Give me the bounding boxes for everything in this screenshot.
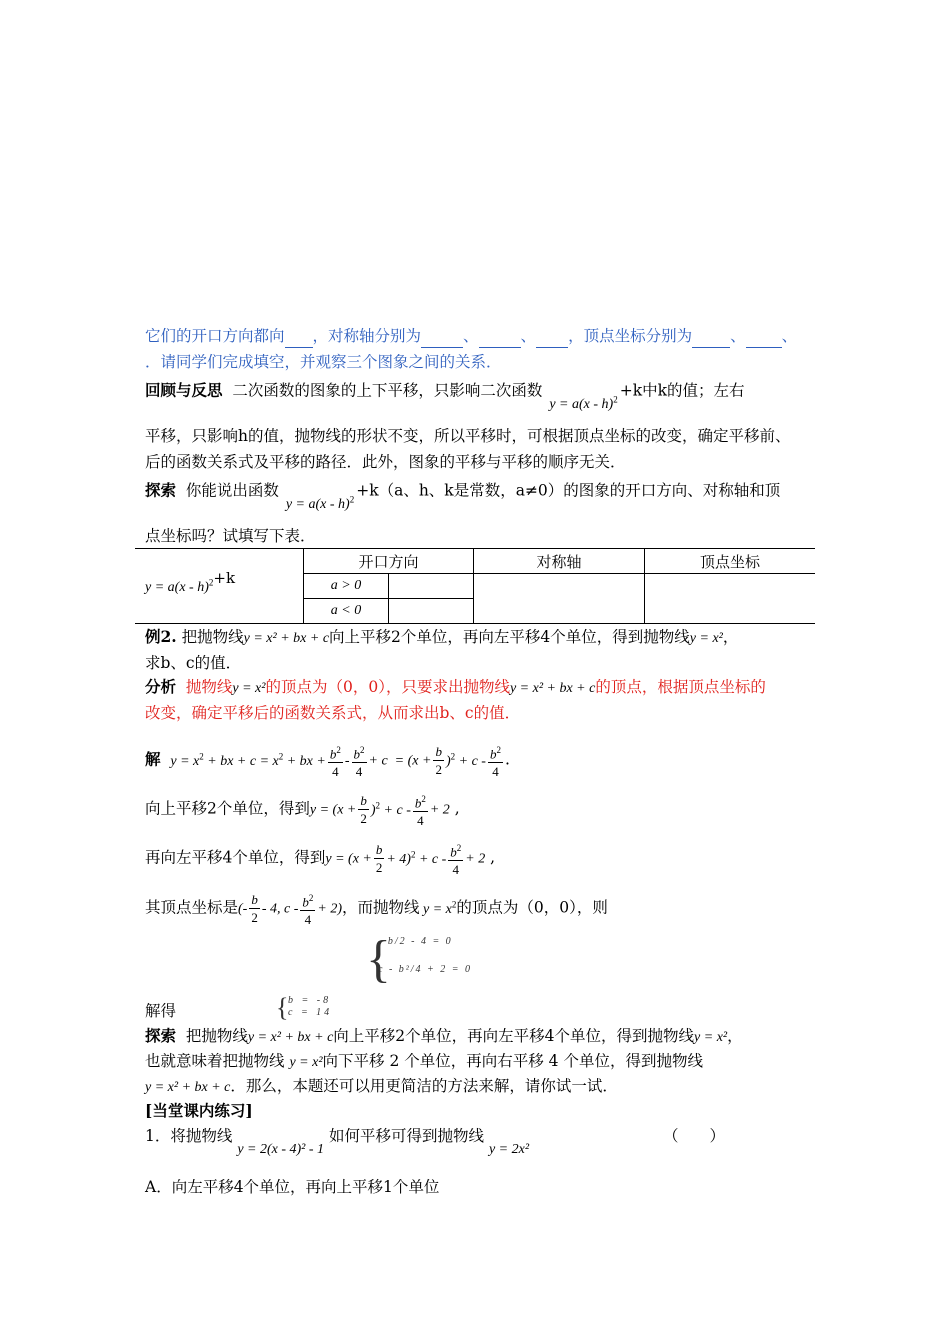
formula: y = x² — [689, 631, 723, 646]
explore2-line-3: y = x² + bx + c．那么，本题还可以用更简洁的方法来解，请你试一试． — [145, 1077, 618, 1095]
formula: y = x² — [232, 681, 266, 696]
brace-icon: { — [366, 931, 391, 988]
blank[interactable] — [479, 325, 521, 348]
properties-table — [135, 548, 815, 624]
intro-line-1: 它们的开口方向都向 ，对称轴分别为 、 、 ，顶点坐标分别为 、 、 — [145, 325, 797, 348]
formula: $y = x^2$ + bx + $c = x^2$ + bx + — [170, 751, 326, 769]
fraction: $\frac{b^2}{4}$ — [328, 742, 343, 780]
analysis-line-1: 分析 抛物线y = x²的顶点为（0，0），只要求出抛物线y = x² + bx + c的顶点，根据顶点坐标的 — [145, 677, 766, 696]
formula: y = x² + bx + c — [509, 681, 596, 696]
table-header: 顶点坐标 — [645, 549, 816, 574]
step-up-line: 向上平移2个单位，得到y = (x + $\frac{b}{2}$ )$^2$ + c - $\frac{b^2}{4}$ + 2 , — [145, 785, 460, 831]
formula: y = x² — [694, 1030, 728, 1045]
formula: y = x² + bx + c — [145, 1080, 231, 1095]
blank[interactable] — [421, 325, 463, 348]
table-cell-empty[interactable] — [474, 574, 645, 624]
section-title: 例2. — [145, 627, 177, 646]
table-formula-cell: y = a(x - h)$^2$+k — [135, 549, 304, 624]
step-left-line: 再向左平移4个单位，得到y = (x + $\frac{b}{2}$ + 4)$^2$ + c - $\frac{b^2}{4}$ + 2 , — [145, 834, 495, 880]
fraction: $\frac{b}{2}$ — [251, 892, 258, 926]
brace-icon: { — [276, 993, 289, 1022]
table-header: 对称轴 — [474, 549, 645, 574]
equation-2: c - b²/4 + 2 = 0 — [378, 964, 473, 975]
example2-line-2: 求b、c的值． — [145, 654, 242, 672]
fraction: $\frac{b}{2}$ — [375, 842, 383, 876]
fraction: $\frac{b^2}{4}$ — [488, 742, 503, 780]
intro-line-2: ．请同学们完成填空，并观察三个图象之间的关系． — [145, 353, 502, 371]
intro-text: ，顶点坐标分别为 — [568, 327, 693, 345]
section-title: 解 — [145, 749, 161, 769]
explore2-line-2: 也就意味着把抛物线 y = x²向下平移 2 个单位，再向右平移 4 个单位，得到抛物线 — [145, 1052, 703, 1070]
explore1-line-2: 点坐标吗？试填写下表． — [145, 527, 316, 545]
explore2-line-1: 探索 把抛物线y = x² + bx + c向上平移2个单位，再向左平移4个单位，得到抛物线y = x²， — [145, 1026, 743, 1045]
table-cell: a < 0 — [304, 599, 389, 624]
result-1: b = -8 — [288, 995, 332, 1006]
blank[interactable] — [536, 325, 568, 348]
explore1-line-1: 探索 你能说出函数 y = a(x - h)$^2$ +k（a、h、k是常数，a≠0）的图象的开口方向、对称轴和顶 — [145, 480, 781, 512]
fraction: $\frac{b^2}{4}$ — [413, 791, 428, 829]
analysis-line-2: 改变，确定平移后的函数关系式，从而求出b、c的值． — [145, 704, 521, 722]
option-a: A．向左平移4个单位，再向上平移1个单位 — [145, 1178, 440, 1196]
intro-text: 它们的开口方向都向 — [145, 327, 285, 345]
formula: y = 2x² — [488, 1142, 530, 1157]
section-title: 回顾与反思 — [145, 380, 223, 400]
fraction: $\frac{b^2}{4}$ — [300, 890, 315, 928]
table-cell-empty[interactable] — [389, 599, 474, 624]
formula: y = a(x - h)$^2$ — [285, 494, 355, 512]
fraction: $\frac{b}{2}$ — [435, 744, 442, 778]
example2-line-1: 例2. 把抛物线y = x² + bx + c向上平移2个单位，再向左平移4个单位，得到抛物线y = x²， — [145, 627, 739, 646]
solution-line: 解 $y = x^2$ + bx + $c = x^2$ + bx + $\frac{b^2}{4}$ - $\frac{b^2}{4}$ + c = (x + $\frac{b}{2}$ )$^2$ + c - $\frac{b^2}{4}$ . — [145, 736, 510, 782]
section-title: 分析 — [145, 677, 177, 696]
vertex-line: 其顶点坐标是(- $\frac{b}{2}$ - 4, c - $\frac{b^2}{4}$ + 2)，而抛物线 $y = x^2$的顶点为（0，0），则 — [145, 884, 608, 930]
formula: y = x² + bx + c — [247, 1030, 334, 1045]
review-line-2: 平移，只影响h的值，抛物线的形状不变，所以平移时，可根据顶点坐标的改变，确定平移前、 — [145, 427, 791, 445]
fraction: $\frac{b^2}{4}$ — [448, 840, 463, 878]
table-cell-empty[interactable] — [645, 574, 816, 624]
result-2: c = 14 — [288, 1007, 333, 1018]
fraction: $\frac{b^2}{4}$ — [352, 742, 367, 780]
blank[interactable] — [746, 325, 782, 348]
section-title: 探索 — [145, 1026, 177, 1045]
table-header: 开口方向 — [304, 549, 474, 574]
table-cell-empty[interactable] — [389, 574, 474, 599]
table-cell: a > 0 — [304, 574, 389, 599]
practice-title: [当堂课内练习] — [145, 1101, 253, 1120]
section-title: 探索 — [145, 480, 177, 500]
formula: y = x² — [289, 1055, 323, 1070]
blank[interactable] — [285, 325, 313, 348]
result-label: 解得 — [145, 1002, 177, 1020]
formula: y = x² + bx + c — [243, 631, 330, 646]
fraction: $\frac{b}{2}$ — [360, 793, 367, 827]
formula: y = a(x - h)$^2$ — [549, 394, 618, 412]
review-line-3: 后的函数关系式及平移的路径．此外，图象的平移与平移的顺序无关． — [145, 453, 626, 471]
question-1: 1．将抛物线 y = 2(x - 4)² - 1 如何平移可得到抛物线 y = 2x² — [145, 1127, 530, 1157]
formula: y = 2(x - 4)² - 1 — [237, 1142, 325, 1157]
blank[interactable] — [692, 325, 730, 348]
answer-paren[interactable]: （ ） — [663, 1127, 726, 1145]
equation-1: - b/2 - 4 = 0 — [378, 936, 453, 947]
review-line-1: 回顾与反思 二次函数的图象的上下平移，只影响二次函数 y = a(x - h)$^2$ +k中k的值；左右 — [145, 380, 745, 412]
intro-text: ，对称轴分别为 — [312, 327, 422, 345]
